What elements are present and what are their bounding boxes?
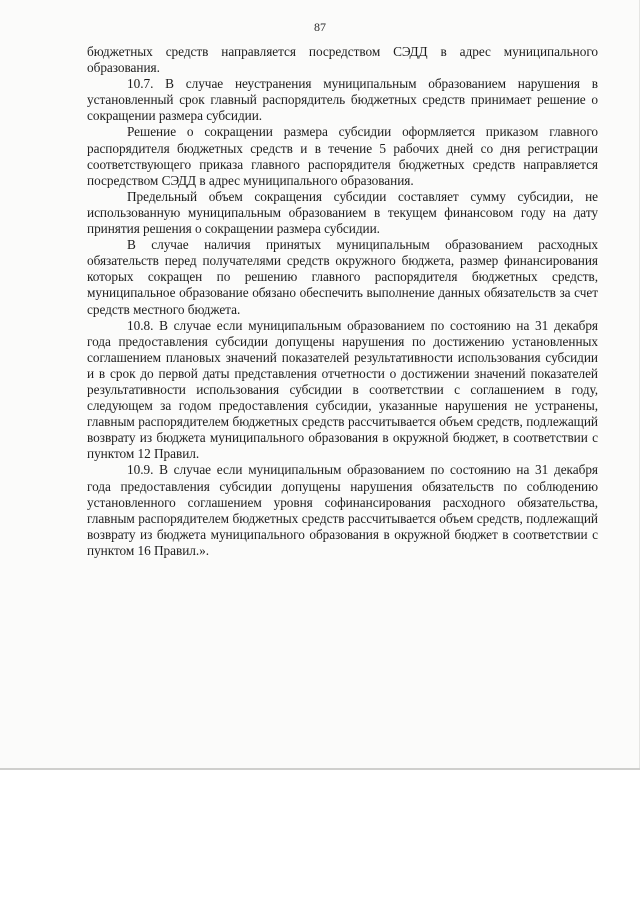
- paragraph-10-8: 10.8. В случае если муниципальным образованием по состоянию на 31 декабря года предоставления субсидии допущены нарушения по достижению установленных соглашением плановых значений показателей результативности использования субсидии и в срок до первой даты представления отчетности о достижении значений показателей результативности использования субсидии в соответствии с соглашением в году, следующем за годом предоставления субсидии, указанные нарушения не устранены, главным распорядителем бюджетных средств рассчитывается объем средств, подлежащий возврату из бюджета муниципального образования в окружной бюджет, в соответствии с пунктом 12 Правил.: [87, 317, 598, 462]
- paragraph-10-7: 10.7. В случае неустранения муниципальным образованием нарушения в установленный срок главный распорядитель бюджетных средств принимает решение о сокращении размера субсидии.: [87, 76, 598, 124]
- paragraph-10-9: 10.9. В случае если муниципальным образованием по состоянию на 31 декабря года предоставления субсидии допущены нарушения обязательств по соблюдению установленного соглашением уровня софинансирования расходного обязательства, главным распорядителем бюджетных средств рассчитывается объем средств, подлежащий возврату из бюджета муниципального образования в окружной бюджет в соответствии с пунктом 16 Правил.».: [87, 462, 598, 558]
- paragraph-continuation: бюджетных средств направляется посредством СЭДД в адрес муниципального образования.: [87, 44, 598, 76]
- page-number: 87: [314, 20, 326, 34]
- paragraph-reduction-limit: Предельный объем сокращения субсидии составляет сумму субсидии, не использованную муниципальным образованием в текущем финансовом году на дату принятия решения о сокращении размера субсидии.: [87, 188, 598, 237]
- paragraph-reduction-order: Решение о сокращении размера субсидии оформляется приказом главного распорядителя бюджетных средств и в течение 5 рабочих дней со дня регистрации соответствующего приказа главного распорядителя бюджетных средств направляется посредством СЭДД в адрес муниципального образования.: [87, 124, 598, 188]
- document-body: [87, 44, 598, 559]
- paragraph-obligations: В случае наличия принятых муниципальным образованием расходных обязательств перед получателями средств окружного бюджета, размер финансирования которых сокращен по решению главного распорядителя бюджетных средств, муниципальное образование обязано обеспечить выполнение данных обязательств за счет средств местного бюджета.: [87, 237, 598, 317]
